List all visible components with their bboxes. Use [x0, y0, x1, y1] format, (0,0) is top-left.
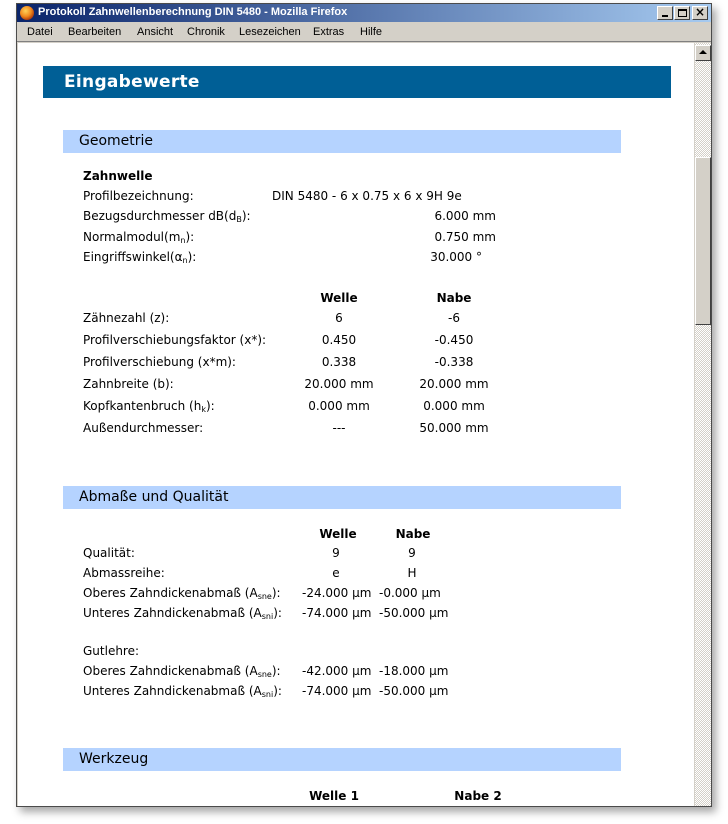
- profilverschiebung-nabe: -0.338: [434, 355, 474, 369]
- werkzeug-col-nabe2: Nabe 2: [454, 789, 502, 803]
- normalmodul-label: $Normalmodul(m_n)$:: [83, 230, 195, 245]
- kopfkantenbruch-welle: 0.000 mm: [308, 399, 370, 413]
- kopfkantenbruch-label: Kopfkantenbruch $(h_k)$:: [83, 399, 215, 414]
- oberes-abmass-nabe: -0.000 µm: [379, 586, 441, 600]
- profilverschiebung-label: Profilverschiebung (x*m):: [83, 355, 236, 369]
- geometrie-col-nabe: Nabe: [436, 291, 472, 305]
- aussendurchmesser-welle: ---: [332, 421, 346, 435]
- section-werkzeug-header: Werkzeug: [63, 748, 621, 771]
- profilbezeichnung-label: Profilbezeichnung:: [83, 189, 194, 203]
- section-geometrie-header: Geometrie: [63, 130, 621, 153]
- zaehnezahl-label: Zähnezahl (z):: [83, 311, 170, 325]
- abmassreihe-nabe: H: [407, 566, 417, 580]
- unteres-abmass-nabe: -50.000 µm: [379, 606, 449, 620]
- gutlehre-unteres-label: Unteres Zahndickenabmaß $(A_{sni})$:: [83, 684, 282, 699]
- qualitaet-nabe: 9: [408, 546, 416, 560]
- menu-lesezeichen[interactable]: Lesezeichen: [239, 26, 301, 38]
- scroll-thumb[interactable]: [695, 157, 711, 325]
- aussendurchmesser-nabe: 50.000 mm: [419, 421, 489, 435]
- qualitaet-welle: 9: [332, 546, 340, 560]
- maximize-icon: [678, 9, 687, 17]
- firefox-icon: [20, 6, 34, 20]
- profilverschiebungsfaktor-welle: 0.450: [321, 333, 357, 347]
- unteres-abmass-label: Unteres Zahndickenabmaß $(A_{sni})$:: [83, 606, 282, 621]
- gutlehre-oberes-label: Oberes Zahndickenabmaß $(A_{sne})$:: [83, 664, 281, 679]
- unteres-abmass-welle: -74.000 µm: [302, 606, 372, 620]
- gutlehre-label: Gutlehre:: [83, 644, 140, 658]
- menu-ansicht[interactable]: Ansicht: [137, 26, 174, 38]
- qualitaet-label: Qualität:: [83, 546, 135, 560]
- normalmodul-value: 0.750 mm: [434, 230, 496, 244]
- profilverschiebungsfaktor-label: Profilverschiebungsfaktor (x*):: [83, 333, 267, 347]
- kopfkantenbruch-nabe: 0.000 mm: [423, 399, 485, 413]
- abmasse-col-welle: Welle: [319, 527, 357, 541]
- werkzeug-col-welle1: Welle 1: [309, 789, 359, 803]
- close-button[interactable]: [692, 6, 708, 20]
- gutlehre-oberes-welle: -42.000 µm: [302, 664, 372, 678]
- profilverschiebung-welle: 0.338: [321, 355, 357, 369]
- zahnwelle-heading: Zahnwelle: [83, 169, 153, 183]
- menu-datei[interactable]: Datei: [27, 26, 53, 38]
- gutlehre-oberes-nabe: -18.000 µm: [379, 664, 449, 678]
- menu-chronik[interactable]: Chronik: [187, 26, 225, 38]
- arrow-up-icon: [699, 50, 707, 54]
- zahnbreite-nabe: 20.000 mm: [419, 377, 489, 391]
- menu-hilfe[interactable]: Hilfe: [360, 26, 383, 38]
- bezugsdurchmesser-value: 6.000 mm: [434, 209, 496, 223]
- profilverschiebungsfaktor-nabe: -0.450: [434, 333, 474, 347]
- title-bar[interactable]: [17, 4, 711, 22]
- geometrie-col-welle: Welle: [320, 291, 358, 305]
- oberes-abmass-welle: -24.000 µm: [302, 586, 372, 600]
- bezugsdurchmesser-label: Bezugsdurchmesser $dB(d_B)$:: [83, 209, 251, 224]
- scroll-up-button[interactable]: [695, 45, 711, 61]
- section-abmasse-header: Abmaße und Qualität: [63, 486, 621, 509]
- abmassreihe-welle: e: [332, 566, 340, 580]
- abmassreihe-label: Abmassreihe:: [83, 566, 165, 580]
- zahnbreite-welle: 20.000 mm: [304, 377, 374, 391]
- zaehnezahl-nabe: -6: [448, 311, 460, 325]
- zahnbreite-label: Zahnbreite (b):: [83, 377, 174, 391]
- eingriffswinkel-value: 30.000 °: [430, 250, 482, 264]
- window-title: Protokoll Zahnwellenberechnung DIN 5480 - Mozilla Firefox: [38, 6, 348, 18]
- menu-bearbeiten[interactable]: Bearbeiten: [68, 26, 122, 38]
- zaehnezahl-welle: 6: [335, 311, 343, 325]
- vertical-scrollbar[interactable]: [695, 43, 711, 806]
- abmasse-col-nabe: Nabe: [395, 527, 431, 541]
- eingriffswinkel-label: $Eingriffswinkel(\alpha_n)$:: [83, 250, 197, 265]
- maximize-button[interactable]: [674, 6, 690, 20]
- close-icon: ×: [694, 5, 706, 19]
- oberes-abmass-label: Oberes Zahndickenabmaß $(A_{sne})$:: [83, 586, 281, 601]
- profilbezeichnung-value: DIN 5480 - 6 x 0.75 x 6 x 9H 9e: [272, 189, 462, 203]
- page-title: Eingabewerte: [43, 66, 671, 98]
- aussendurchmesser-label: Außendurchmesser:: [83, 421, 204, 435]
- menu-extras[interactable]: Extras: [313, 26, 345, 38]
- browser-window: [16, 3, 712, 807]
- menu-bar: [17, 22, 711, 42]
- gutlehre-unteres-nabe: -50.000 µm: [379, 684, 449, 698]
- page-viewport: [18, 43, 694, 806]
- minimize-button[interactable]: [657, 6, 673, 20]
- gutlehre-unteres-welle: -74.000 µm: [302, 684, 372, 698]
- minimize-icon: [662, 15, 668, 17]
